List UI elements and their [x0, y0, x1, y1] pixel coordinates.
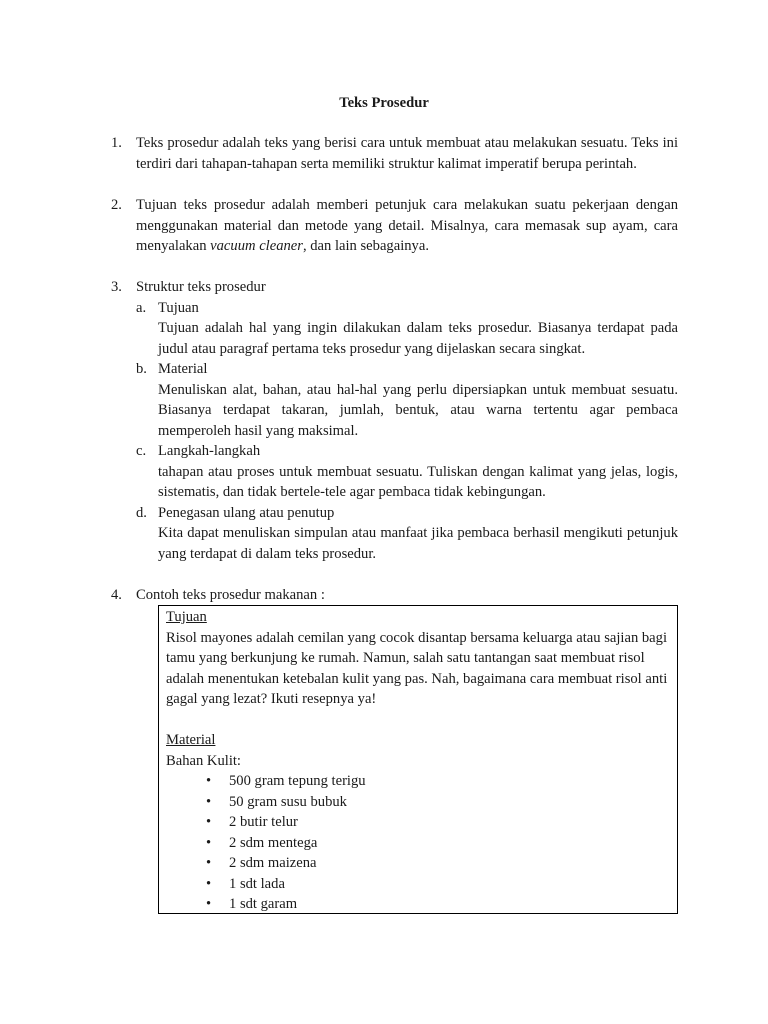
bahan-label: Bahan Kulit:	[166, 752, 241, 769]
subitem-letter: a.	[136, 299, 147, 316]
list-item	[166, 853, 671, 874]
subitem-text: Tujuan adalah hal yang ingin dilakukan dalam teks prosedur. Biasanya terdapat pada judul atau paragraf pertama teks prosedur yang dijelaskan secara singkat.	[158, 320, 678, 357]
subitem-heading: Material	[158, 361, 208, 377]
subitem-heading: Penegasan ulang atau penutup	[158, 504, 335, 521]
ingredient-list	[166, 771, 671, 915]
item-heading: Contoh teks prosedur makanan :	[136, 587, 325, 603]
ingredient-text: 1 sdt lada	[229, 875, 285, 892]
list-item	[166, 894, 671, 915]
material-heading: Material	[166, 732, 216, 748]
page-title: Teks Prosedur	[339, 95, 429, 111]
list-item-1	[111, 133, 678, 174]
list-item-4	[111, 585, 678, 606]
tujuan-text: Risol mayones adalah cemilan yang cocok disantap bersama keluarga atau sajian bagi tamu yang berkunjung ke rumah. Namun, salah satu tantangan saat membuat risol adalah menentukan ketebalan kulit yang pas. Nah, bagaimana cara membuat risol anti gagal yang lezat? Ikuti resepnya ya!	[166, 629, 668, 707]
item-number: 1.	[111, 135, 122, 151]
ingredient-text: 500 gram tepung terigu	[229, 773, 366, 789]
subitem-letter: b.	[136, 361, 147, 377]
subitem-text: Kita dapat menuliskan simpulan atau manfaat jika pembaca berhasil mengikuti petunjuk yang terdapat di dalam teks prosedur.	[158, 525, 678, 562]
item-number: 3.	[111, 279, 122, 295]
list-item	[166, 874, 671, 895]
tujuan-heading: Tujuan	[166, 609, 207, 625]
ingredient-text: 2 sdm mentega	[229, 834, 318, 851]
item-number: 2.	[111, 197, 122, 213]
bullet-icon: •	[206, 773, 212, 789]
ingredient-text: 2 butir telur	[229, 814, 298, 830]
ingredient-text: 2 sdm maizena	[229, 855, 317, 871]
bullet-icon: •	[206, 896, 212, 912]
subitem-b	[136, 359, 678, 441]
item-text-part: , dan lain sebagainya.	[302, 238, 429, 254]
item-text-italic: vacuum cleaner	[210, 238, 303, 254]
list-item	[166, 812, 671, 833]
subitem-d	[136, 503, 678, 565]
subitem-c	[136, 441, 678, 503]
list-item-2	[111, 195, 678, 257]
list-item	[166, 833, 671, 854]
item-text	[136, 195, 678, 257]
item-number: 4.	[111, 587, 122, 603]
subitem-letter: d.	[136, 504, 147, 521]
subitem-heading: Tujuan	[158, 299, 199, 316]
subitem-text: Menuliskan alat, bahan, atau hal-hal yang perlu dipersiapkan untuk membuat sesuatu. Biasanya terdapat takaran, jumlah, bentuk, atau warna tertentu agar pembaca memperoleh hasil yang maksimal.	[158, 381, 678, 439]
ingredient-text: 50 gram susu bubuk	[229, 793, 347, 810]
item-text: Teks prosedur adalah teks yang berisi cara untuk membuat atau melakukan sesuatu. Teks ini terdiri dari tahapan-tahapan serta memiliki struktur kalimat imperatif berupa perintah.	[136, 135, 678, 172]
subitem-letter: c.	[136, 443, 147, 459]
item-text-part: Tujuan teks prosedur adalah memberi petunjuk cara melakukan suatu pekerjaan dengan menggunakan material dan metode yang detail. Misalnya, cara memasak sup ayam, cara menyalakan	[136, 197, 678, 254]
bullet-icon: •	[206, 834, 212, 851]
subitem-heading: Langkah-langkah	[158, 443, 261, 459]
example-box	[158, 605, 678, 914]
list-item	[166, 792, 671, 813]
list-item-3	[111, 277, 678, 564]
subitem-a	[136, 298, 678, 360]
bullet-icon: •	[206, 855, 212, 871]
ingredient-text: 1 sdt garam	[229, 896, 298, 912]
item-heading: Struktur teks prosedur	[136, 279, 266, 295]
subitem-text: tahapan atau proses untuk membuat sesuatu. Tuliskan dengan kalimat yang jelas, logis, sistematis, dan tidak bertele-tele agar pembaca tidak kebingungan.	[158, 463, 678, 500]
bullet-icon: •	[206, 875, 212, 892]
bullet-icon: •	[206, 793, 212, 810]
list-item	[166, 771, 671, 792]
bullet-icon: •	[206, 814, 212, 830]
spacer	[166, 710, 671, 731]
